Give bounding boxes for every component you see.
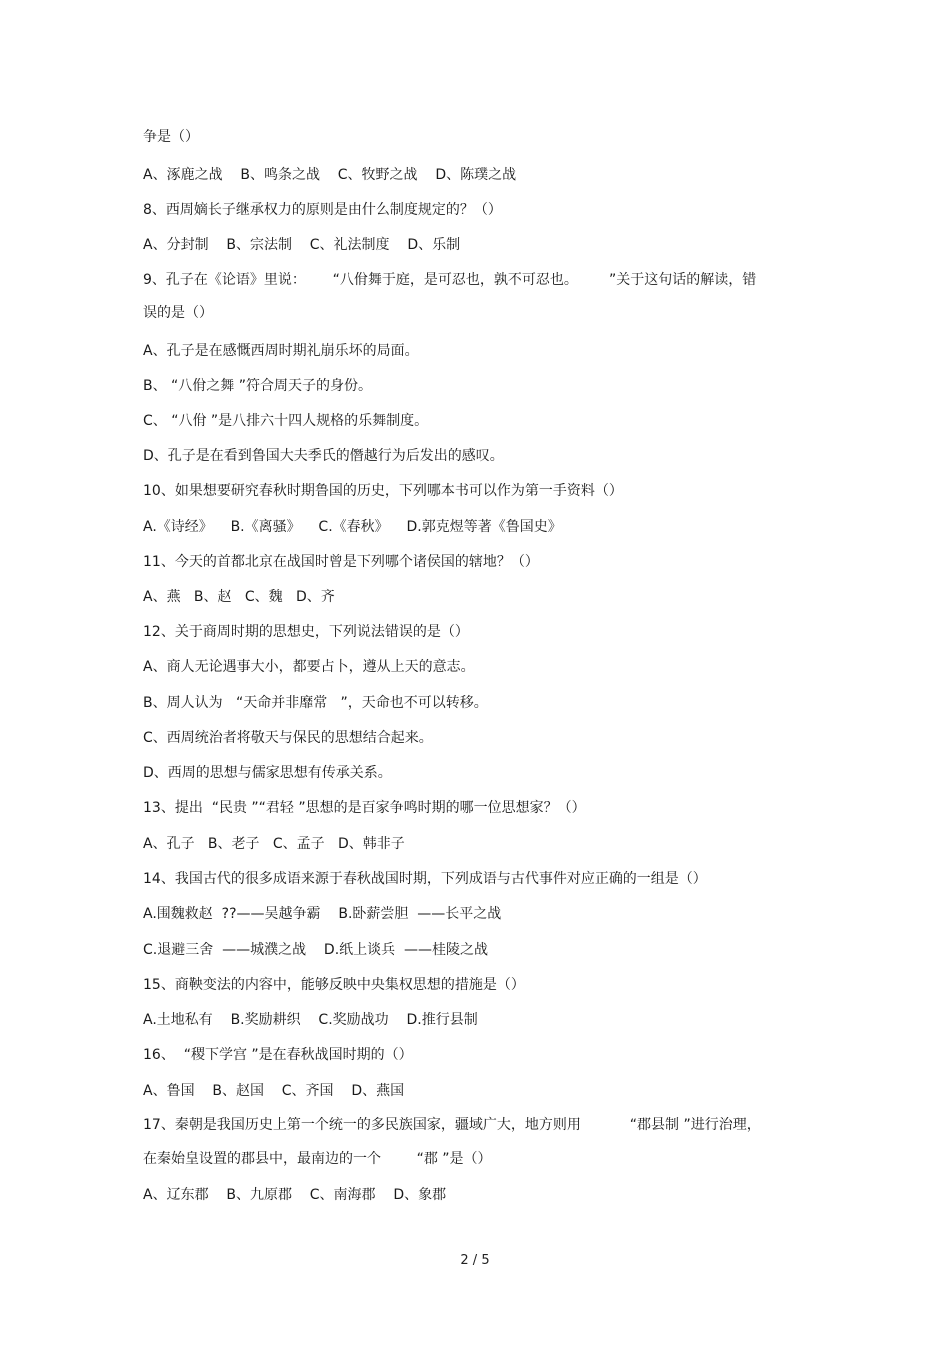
- text-line: 11、今天的首都北京在战国时曾是下列哪个诸侯国的辖地？（）: [143, 554, 539, 570]
- text-line: A.围魏救赵 ??——吴越争霸 B.卧薪尝胆 ——长平之战: [143, 906, 502, 922]
- text-line: C、西周统治者将敬天与保民的思想结合起来。: [143, 730, 433, 746]
- page-number: 2 / 5: [460, 1253, 490, 1268]
- text-line: A、孔子是在感慨西周时期礼崩乐坏的局面。: [143, 343, 419, 359]
- text-line: B、周人认为 “天命并非靡常 ”，天命也不可以转移。: [143, 695, 488, 711]
- text-line: A、商人无论遇事大小，都要占卜，遵从上天的意志。: [143, 659, 475, 675]
- text-line: A、鲁国 B、赵国 C、齐国 D、燕国: [143, 1083, 405, 1099]
- text-line: 10、如果想要研究春秋时期鲁国的历史，下列哪本书可以作为第一手资料（）: [143, 483, 623, 499]
- text-line: A.土地私有 B.奖励耕织 C.奖励战功 D.推行县制: [143, 1012, 478, 1028]
- text-line: 16、 “稷下学宫 ”是在春秋战国时期的（）: [143, 1047, 413, 1063]
- text-line: A、涿鹿之战 B、鸣条之战 C、牧野之战 D、陈璞之战: [143, 167, 517, 183]
- text-line: 12、关于商周时期的思想史，下列说法错误的是（）: [143, 624, 469, 640]
- text-line: A、分封制 B、宗法制 C、礼法制度 D、乐制: [143, 237, 461, 253]
- text-line: C、 “八佾 ”是八排六十四人规格的乐舞制度。: [143, 413, 429, 429]
- text-line: D、西周的思想与儒家思想有传承关系。: [143, 765, 392, 781]
- text-line: 17、秦朝是我国历史上第一个统一的多民族国家，疆域广大，地方则用 “郡县制 ”进行治理，: [143, 1117, 761, 1133]
- text-line: D、孔子是在看到鲁国大夫季氏的僭越行为后发出的感叹。: [143, 448, 504, 464]
- text-line: 13、提出 “民贵 ”“君轻 ”思想的是百家争鸣时期的哪一位思想家？（）: [143, 800, 586, 816]
- text-line: A.《诗经》 B.《离骚》 C.《春秋》 D.郭克煜等著《鲁国史》: [143, 519, 562, 535]
- text-line: C.退避三舍 ——城濮之战 D.纸上谈兵 ——桂陵之战: [143, 942, 489, 958]
- text-line: 9、孔子在《论语》里说： “八佾舞于庭，是可忍也，孰不可忍也。 ”关于这句话的解读，错: [143, 272, 757, 288]
- text-line: A、燕 B、赵 C、魏 D、齐: [143, 589, 335, 605]
- text-line: 在秦始皇设置的郡县中，最南边的一个 “郡 ”是（）: [143, 1151, 492, 1167]
- text-line: A、辽东郡 B、九原郡 C、南海郡 D、象郡: [143, 1187, 447, 1203]
- text-line: 误的是（）: [143, 305, 213, 321]
- text-line: 14、我国古代的很多成语来源于春秋战国时期，下列成语与古代事件对应正确的一组是（）: [143, 871, 707, 887]
- text-line: A、孔子 B、老子 C、孟子 D、韩非子: [143, 836, 405, 852]
- text-line: B、 “八佾之舞 ”符合周天子的身份。: [143, 378, 373, 394]
- text-line: 15、商鞅变法的内容中，能够反映中央集权思想的措施是（）: [143, 977, 525, 993]
- text-line: 争是（）: [143, 129, 199, 145]
- text-line: 8、西周嫡长子继承权力的原则是由什么制度规定的？（）: [143, 202, 502, 218]
